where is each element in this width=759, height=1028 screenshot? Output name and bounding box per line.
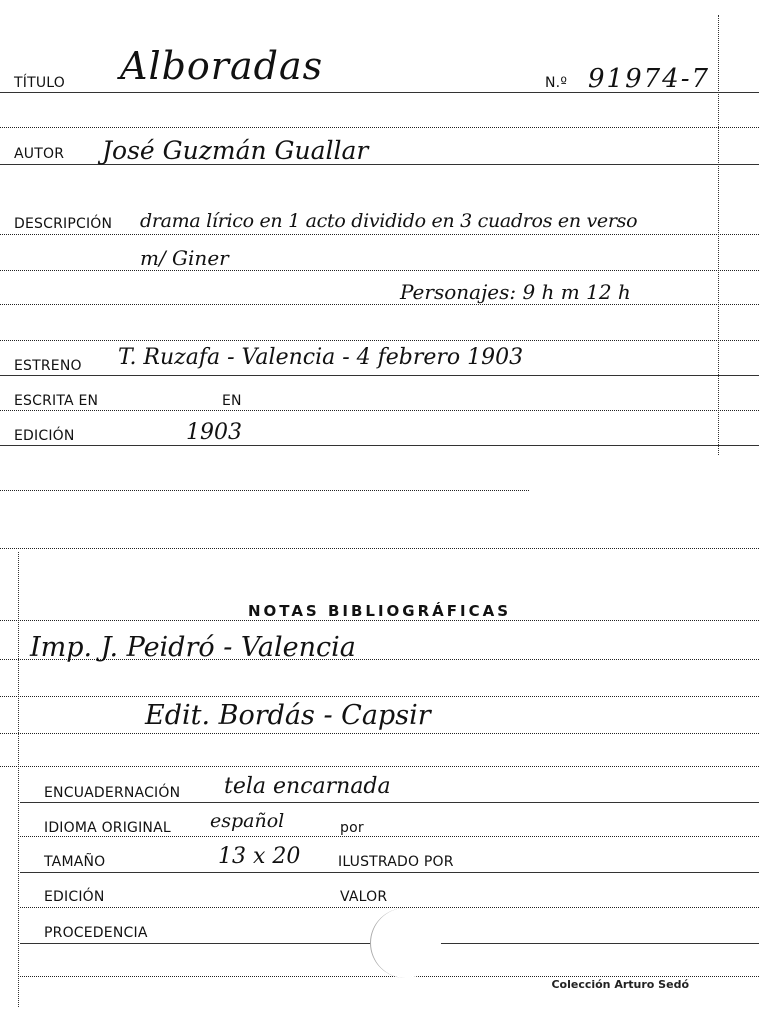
rule-notes-5 [0,766,759,767]
rule-notes-3 [0,696,759,697]
label-numero: N.º [545,75,568,91]
label-escrita-en: ESCRITA EN [14,393,99,409]
label-descripcion: DESCRIPCIÓN [14,216,113,232]
rule-escrita [0,410,759,411]
label-edicion-bottom: EDICIÓN [44,889,105,905]
label-edicion-top: EDICIÓN [14,428,75,444]
value-edicion-top: 1903 [186,420,242,445]
label-idioma-original: IDIOMA ORIGINAL [44,820,171,836]
value-titulo: Alboradas [120,44,324,88]
value-personajes: Personajes: 9 h m 12 h [400,280,631,304]
rule-edicion [0,445,759,446]
rule-notes-4 [0,733,759,734]
label-estreno: ESTRENO [14,358,82,374]
notas-heading: NOTAS BIBLIOGRÁFICAS [247,602,512,620]
label-por: por [340,820,364,836]
label-autor: AUTOR [14,146,65,162]
value-estreno: T. Ruzafa - Valencia - 4 febrero 1903 [118,345,524,370]
label-encuadernacion: ENCUADERNACIÓN [44,785,181,801]
rule-desc3 [0,304,759,305]
rule-last [20,976,759,977]
rule-notes-1 [0,620,759,621]
rule-tamano [20,872,759,873]
label-valor: VALOR [340,889,388,905]
value-encuadernacion: tela encarnada [224,774,391,799]
value-descripcion-line2: m/ Giner [140,246,229,270]
rule-estreno [0,375,759,376]
card2-top-border [0,548,759,549]
value-tamano: 13 x 20 [218,844,301,869]
rule-2 [0,127,759,128]
catalog-card-bottom [0,548,759,1018]
catalog-card-top [0,0,759,495]
note-editorial: Edit. Bordás - Capsir [145,700,431,731]
value-descripcion-line1: drama lírico en 1 acto dividido en 3 cuadros en verso [140,210,638,232]
note-imprenta: Imp. J. Peidró - Valencia [30,632,356,663]
label-en: EN [222,393,242,409]
rule-desc4 [0,340,759,341]
value-autor: José Guzmán Guallar [102,136,369,165]
rule-desc2 [0,270,759,271]
collection-credit: Colección Arturo Sedó [551,978,689,991]
rule-encuadernacion [20,802,759,803]
label-titulo: TÍTULO [14,75,65,91]
card-right-border [718,15,719,455]
label-procedencia: PROCEDENCIA [44,925,148,941]
faint-stamp-mark [370,908,441,978]
rule-bottom [0,490,529,491]
rule-idioma [20,836,759,837]
label-ilustrado-por: ILUSTRADO POR [338,854,454,870]
rule-descripcion [0,234,759,235]
rule-edicion [20,907,759,908]
label-tamano: TAMAÑO [44,854,106,870]
value-idioma-original: español [210,810,285,832]
value-numero: 91974-7 [588,64,711,94]
